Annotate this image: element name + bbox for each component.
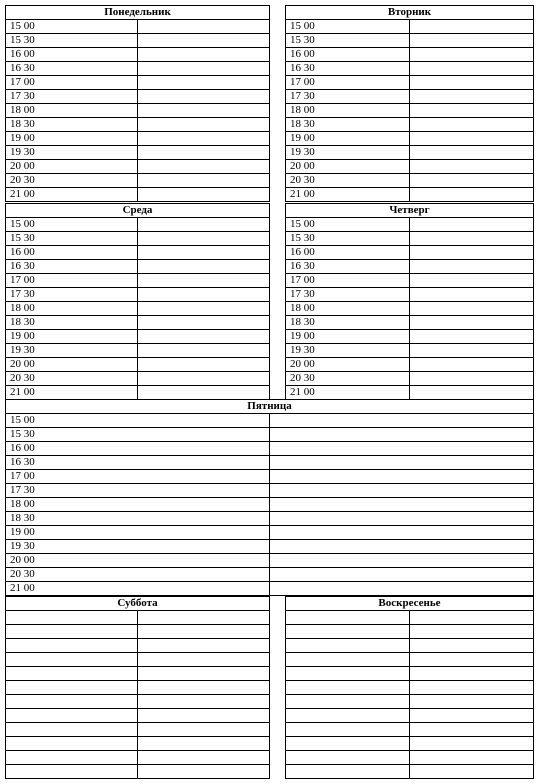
time-label: 18 30 (6, 512, 270, 526)
time-row (286, 274, 534, 288)
note-cell[interactable] (410, 20, 534, 34)
blank-row (6, 751, 270, 765)
note-cell[interactable] (410, 737, 534, 751)
note-cell[interactable] (410, 146, 534, 160)
note-cell[interactable] (410, 90, 534, 104)
time-label: 20 00 (286, 160, 410, 174)
time-cell[interactable] (286, 695, 410, 709)
time-label: 20 00 (6, 160, 138, 174)
note-cell[interactable] (138, 160, 270, 174)
time-label: 15 30 (6, 232, 138, 246)
time-label: 15 30 (6, 428, 270, 442)
time-label: 18 30 (286, 118, 410, 132)
time-row (6, 484, 534, 498)
blank-row (286, 695, 534, 709)
time-row (286, 358, 534, 372)
time-row (286, 260, 534, 274)
time-row (286, 302, 534, 316)
day-title-saturday: Суббота (6, 597, 270, 611)
time-row (286, 330, 534, 344)
note-cell[interactable] (270, 526, 534, 540)
time-row (6, 132, 270, 146)
note-cell[interactable] (410, 76, 534, 90)
time-label: 19 30 (6, 540, 270, 554)
time-row (6, 188, 270, 202)
note-cell[interactable] (410, 681, 534, 695)
time-row (6, 386, 270, 400)
time-label: 20 30 (6, 174, 138, 188)
note-cell[interactable] (138, 132, 270, 146)
blank-row (6, 765, 270, 779)
time-row (6, 34, 270, 48)
note-cell[interactable] (138, 611, 270, 625)
note-cell[interactable] (270, 498, 534, 512)
note-cell[interactable] (410, 104, 534, 118)
time-row (6, 160, 270, 174)
note-cell[interactable] (138, 274, 270, 288)
note-cell[interactable] (410, 639, 534, 653)
time-row (286, 160, 534, 174)
time-label: 20 00 (6, 554, 270, 568)
blank-row (286, 751, 534, 765)
day-title-thursday: Четверг (286, 204, 534, 218)
time-row (6, 554, 534, 568)
note-cell[interactable] (270, 582, 534, 596)
time-label: 17 30 (6, 288, 138, 302)
note-cell[interactable] (410, 611, 534, 625)
time-row (286, 218, 534, 232)
time-cell[interactable] (6, 723, 138, 737)
time-label: 18 00 (286, 104, 410, 118)
time-cell[interactable] (286, 653, 410, 667)
time-label: 16 30 (286, 62, 410, 76)
blank-row (286, 639, 534, 653)
note-cell[interactable] (138, 62, 270, 76)
time-label: 16 00 (6, 246, 138, 260)
note-cell[interactable] (410, 34, 534, 48)
day-title-tuesday: Вторник (286, 6, 534, 20)
note-cell[interactable] (138, 260, 270, 274)
time-label: 19 00 (6, 132, 138, 146)
time-row (6, 232, 270, 246)
note-cell[interactable] (138, 316, 270, 330)
note-cell[interactable] (410, 330, 534, 344)
time-row (6, 330, 270, 344)
note-cell[interactable] (410, 653, 534, 667)
time-row (6, 218, 270, 232)
note-cell[interactable] (410, 723, 534, 737)
time-label: 15 00 (6, 20, 138, 34)
note-cell[interactable] (410, 316, 534, 330)
time-row (6, 48, 270, 62)
note-cell[interactable] (270, 442, 534, 456)
day-title-wednesday: Среда (6, 204, 270, 218)
time-label: 15 30 (286, 34, 410, 48)
note-cell[interactable] (270, 484, 534, 498)
blank-row (6, 639, 270, 653)
note-cell[interactable] (410, 765, 534, 779)
blank-row (286, 625, 534, 639)
blank-row (6, 709, 270, 723)
time-label: 21 00 (6, 386, 138, 400)
time-row (286, 316, 534, 330)
time-label: 19 00 (6, 330, 138, 344)
monday-table (5, 5, 270, 202)
time-row (6, 316, 270, 330)
time-cell[interactable] (6, 695, 138, 709)
time-label: 18 30 (286, 316, 410, 330)
time-label: 16 00 (286, 48, 410, 62)
time-label: 16 30 (286, 260, 410, 274)
time-row (286, 288, 534, 302)
note-cell[interactable] (138, 20, 270, 34)
day-title-friday: Пятница (6, 400, 534, 414)
blank-row (286, 737, 534, 751)
time-row (6, 470, 534, 484)
time-cell[interactable] (6, 765, 138, 779)
blank-row (286, 611, 534, 625)
note-cell[interactable] (410, 260, 534, 274)
time-label: 17 00 (6, 76, 138, 90)
blank-row (6, 681, 270, 695)
time-label: 16 30 (6, 62, 138, 76)
note-cell[interactable] (138, 639, 270, 653)
note-cell[interactable] (410, 695, 534, 709)
time-row (6, 302, 270, 316)
note-cell[interactable] (138, 174, 270, 188)
time-cell[interactable] (6, 751, 138, 765)
note-cell[interactable] (138, 288, 270, 302)
note-cell[interactable] (138, 709, 270, 723)
time-row (286, 344, 534, 358)
time-row (6, 582, 534, 596)
time-row (286, 34, 534, 48)
note-cell[interactable] (138, 188, 270, 202)
note-cell[interactable] (410, 386, 534, 400)
time-label: 16 30 (6, 456, 270, 470)
time-row (286, 104, 534, 118)
note-cell[interactable] (410, 48, 534, 62)
note-cell[interactable] (138, 372, 270, 386)
note-cell[interactable] (410, 218, 534, 232)
time-row (6, 174, 270, 188)
time-row (6, 246, 270, 260)
time-cell[interactable] (286, 611, 410, 625)
blank-row (286, 653, 534, 667)
time-label: 17 30 (286, 90, 410, 104)
time-row (6, 428, 534, 442)
time-cell[interactable] (286, 625, 410, 639)
time-cell[interactable] (6, 667, 138, 681)
time-row (6, 274, 270, 288)
time-row (286, 76, 534, 90)
note-cell[interactable] (270, 428, 534, 442)
time-row (286, 118, 534, 132)
time-row (286, 62, 534, 76)
note-cell[interactable] (138, 146, 270, 160)
note-cell[interactable] (138, 344, 270, 358)
time-label: 17 00 (286, 274, 410, 288)
time-row (6, 104, 270, 118)
note-cell[interactable] (410, 118, 534, 132)
monday-rows (6, 20, 270, 202)
time-row (286, 372, 534, 386)
time-row (6, 288, 270, 302)
note-cell[interactable] (138, 90, 270, 104)
time-label: 20 30 (286, 372, 410, 386)
note-cell[interactable] (270, 414, 534, 428)
note-cell[interactable] (410, 62, 534, 76)
note-cell[interactable] (410, 751, 534, 765)
time-label: 21 00 (6, 188, 138, 202)
tuesday-rows (286, 20, 534, 202)
time-row (6, 260, 270, 274)
note-cell[interactable] (410, 174, 534, 188)
note-cell[interactable] (410, 160, 534, 174)
time-row (286, 132, 534, 146)
time-label: 18 00 (6, 498, 270, 512)
time-label: 21 00 (6, 582, 270, 596)
note-cell[interactable] (138, 358, 270, 372)
time-cell[interactable] (6, 625, 138, 639)
time-label: 15 00 (286, 218, 410, 232)
blank-row (286, 723, 534, 737)
time-label: 19 00 (286, 132, 410, 146)
time-label: 18 30 (6, 118, 138, 132)
time-cell[interactable] (286, 737, 410, 751)
note-cell[interactable] (138, 723, 270, 737)
tuesday-table (285, 5, 534, 202)
time-row (286, 146, 534, 160)
time-label: 16 00 (286, 246, 410, 260)
note-cell[interactable] (138, 76, 270, 90)
time-row (6, 358, 270, 372)
time-label: 17 30 (6, 484, 270, 498)
time-label: 17 00 (6, 470, 270, 484)
time-label: 19 30 (286, 146, 410, 160)
blank-row (6, 723, 270, 737)
note-cell[interactable] (138, 246, 270, 260)
blank-row (286, 681, 534, 695)
note-cell[interactable] (138, 104, 270, 118)
time-row (6, 344, 270, 358)
time-label: 16 00 (6, 48, 138, 62)
note-cell[interactable] (410, 709, 534, 723)
note-cell[interactable] (410, 188, 534, 202)
note-cell[interactable] (138, 653, 270, 667)
note-cell[interactable] (138, 765, 270, 779)
time-row (6, 568, 534, 582)
note-cell[interactable] (138, 218, 270, 232)
time-label: 15 00 (6, 414, 270, 428)
blank-row (6, 737, 270, 751)
time-label: 17 00 (286, 76, 410, 90)
time-row (6, 90, 270, 104)
note-cell[interactable] (270, 512, 534, 526)
note-cell[interactable] (410, 302, 534, 316)
time-cell[interactable] (6, 737, 138, 751)
time-row (6, 146, 270, 160)
time-row (286, 174, 534, 188)
time-cell[interactable] (6, 681, 138, 695)
blank-row (6, 695, 270, 709)
note-cell[interactable] (270, 554, 534, 568)
note-cell[interactable] (410, 288, 534, 302)
wednesday-rows (6, 218, 270, 400)
time-row (6, 118, 270, 132)
time-row (6, 20, 270, 34)
time-row (286, 188, 534, 202)
note-cell[interactable] (410, 246, 534, 260)
time-row (6, 372, 270, 386)
time-cell[interactable] (286, 709, 410, 723)
time-cell[interactable] (6, 653, 138, 667)
time-row (6, 76, 270, 90)
blank-row (6, 667, 270, 681)
note-cell[interactable] (138, 751, 270, 765)
blank-row (6, 625, 270, 639)
saturday-table (5, 596, 270, 779)
note-cell[interactable] (138, 118, 270, 132)
blank-row (286, 709, 534, 723)
time-row (6, 442, 534, 456)
friday-rows (6, 414, 534, 596)
note-cell[interactable] (138, 302, 270, 316)
note-cell[interactable] (270, 568, 534, 582)
note-cell[interactable] (138, 695, 270, 709)
sunday-table (285, 596, 534, 779)
time-label: 18 30 (6, 316, 138, 330)
friday-table (5, 399, 534, 596)
note-cell[interactable] (410, 132, 534, 146)
note-cell[interactable] (270, 540, 534, 554)
note-cell[interactable] (410, 667, 534, 681)
note-cell[interactable] (138, 232, 270, 246)
note-cell[interactable] (410, 372, 534, 386)
time-cell[interactable] (6, 709, 138, 723)
time-label: 17 30 (6, 90, 138, 104)
time-label: 18 00 (6, 302, 138, 316)
time-label: 20 00 (6, 358, 138, 372)
time-label: 20 30 (6, 372, 138, 386)
time-label: 15 30 (286, 232, 410, 246)
time-cell[interactable] (286, 639, 410, 653)
time-label: 19 30 (6, 146, 138, 160)
note-cell[interactable] (138, 48, 270, 62)
time-row (286, 232, 534, 246)
time-row (286, 48, 534, 62)
time-row (286, 386, 534, 400)
time-row (6, 456, 534, 470)
time-cell[interactable] (6, 639, 138, 653)
time-label: 15 30 (6, 34, 138, 48)
time-label: 21 00 (286, 188, 410, 202)
time-row (6, 526, 534, 540)
time-cell[interactable] (286, 751, 410, 765)
time-row (6, 62, 270, 76)
time-cell[interactable] (286, 723, 410, 737)
thursday-rows (286, 218, 534, 400)
wednesday-table (5, 203, 270, 400)
time-row (6, 512, 534, 526)
time-row (286, 90, 534, 104)
blank-row (286, 765, 534, 779)
time-label: 15 00 (286, 20, 410, 34)
note-cell[interactable] (270, 456, 534, 470)
time-label: 18 00 (286, 302, 410, 316)
time-row (6, 498, 534, 512)
time-row (6, 540, 534, 554)
note-cell[interactable] (410, 274, 534, 288)
time-row (6, 414, 534, 428)
time-label: 20 30 (286, 174, 410, 188)
time-label: 19 00 (286, 330, 410, 344)
saturday-rows (6, 611, 270, 779)
sunday-rows (286, 611, 534, 779)
note-cell[interactable] (138, 681, 270, 695)
time-label: 18 00 (6, 104, 138, 118)
time-label: 19 30 (6, 344, 138, 358)
thursday-table (285, 203, 534, 400)
note-cell[interactable] (138, 737, 270, 751)
day-title-sunday: Воскресенье (286, 597, 534, 611)
time-label: 19 00 (6, 526, 270, 540)
note-cell[interactable] (138, 667, 270, 681)
time-cell[interactable] (286, 765, 410, 779)
time-label: 16 00 (6, 442, 270, 456)
note-cell[interactable] (410, 358, 534, 372)
time-label: 16 30 (6, 260, 138, 274)
note-cell[interactable] (138, 34, 270, 48)
note-cell[interactable] (410, 344, 534, 358)
blank-row (286, 667, 534, 681)
time-label: 20 30 (6, 568, 270, 582)
note-cell[interactable] (270, 470, 534, 484)
time-row (286, 20, 534, 34)
time-label: 17 00 (6, 274, 138, 288)
note-cell[interactable] (410, 232, 534, 246)
time-label: 19 30 (286, 344, 410, 358)
note-cell[interactable] (410, 625, 534, 639)
day-title-monday: Понедельник (6, 6, 270, 20)
time-cell[interactable] (286, 681, 410, 695)
note-cell[interactable] (138, 330, 270, 344)
note-cell[interactable] (138, 625, 270, 639)
time-cell[interactable] (286, 667, 410, 681)
note-cell[interactable] (138, 386, 270, 400)
time-row (286, 246, 534, 260)
blank-row (6, 653, 270, 667)
time-label: 17 30 (286, 288, 410, 302)
time-label: 15 00 (6, 218, 138, 232)
time-label: 21 00 (286, 386, 410, 400)
time-cell[interactable] (6, 611, 138, 625)
time-label: 20 00 (286, 358, 410, 372)
blank-row (6, 611, 270, 625)
